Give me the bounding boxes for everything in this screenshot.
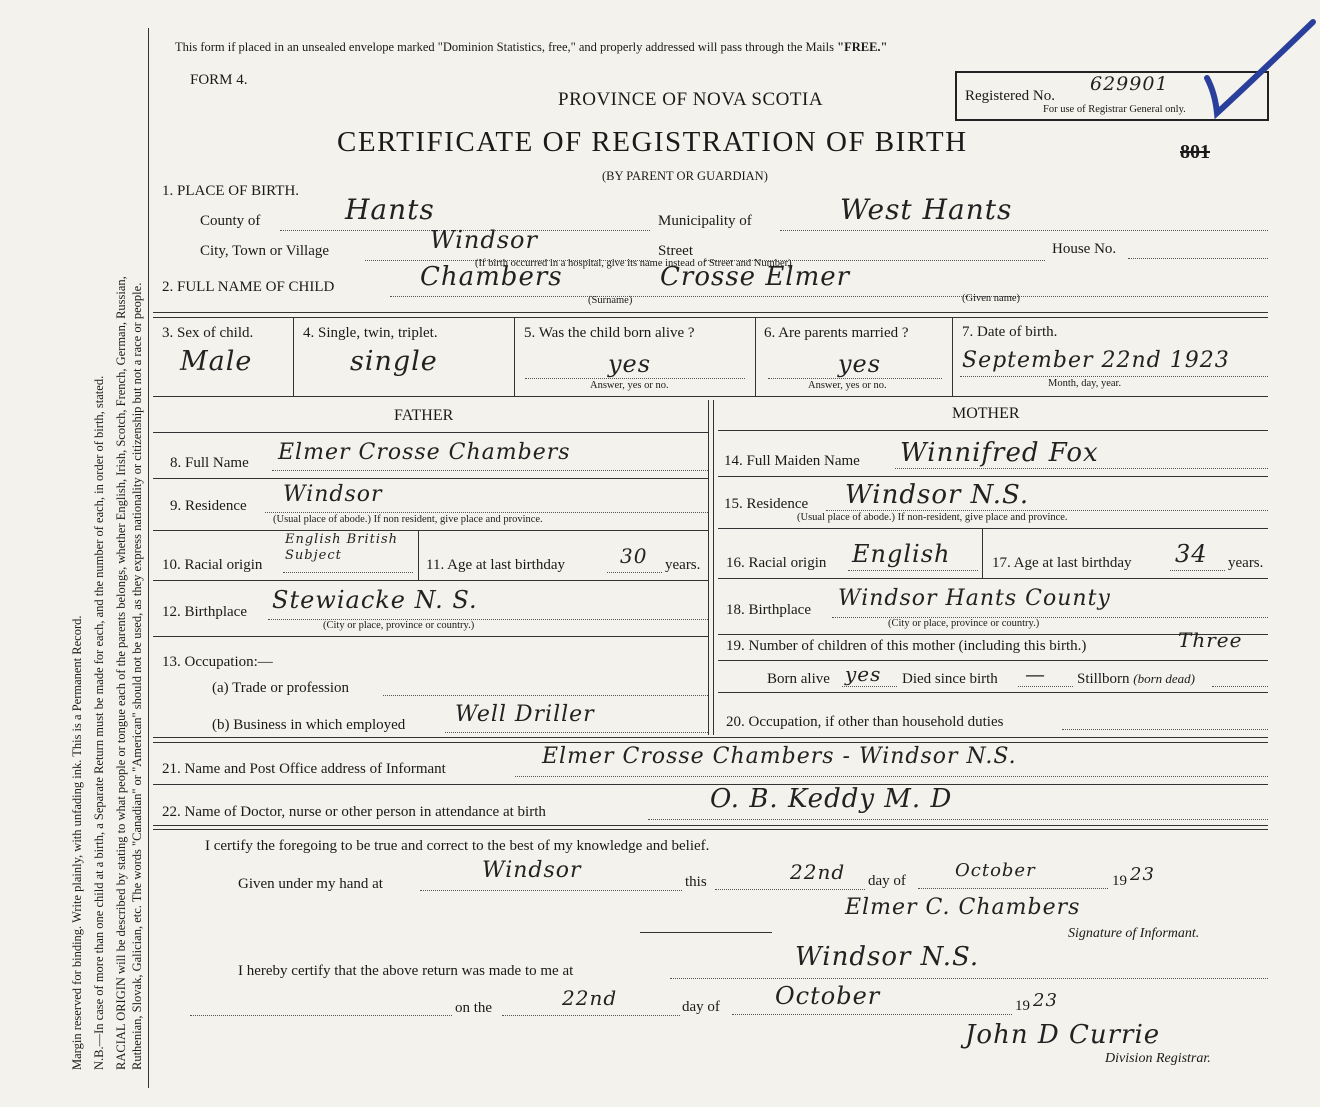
born-alive-count-value: yes xyxy=(845,662,882,686)
mother-heading: MOTHER xyxy=(952,405,1020,422)
given-name-note: (Given name) xyxy=(962,293,1021,304)
children-count-value: Three xyxy=(1178,628,1243,652)
father-age-label: 11. Age at last birthday xyxy=(426,557,565,573)
parents-married-value: yes xyxy=(838,350,882,378)
father-birthplace-value: Stewiacke N. S. xyxy=(272,586,478,614)
father-name-value: Elmer Crosse Chambers xyxy=(278,440,571,465)
sex-value: Male xyxy=(180,346,253,377)
date-of-birth-label: 7. Date of birth. xyxy=(962,324,1058,340)
municipality-label: Municipality of xyxy=(658,213,752,229)
stamp-number: 801 xyxy=(1180,141,1210,163)
mother-name-value: Winnifred Fox xyxy=(900,438,1099,468)
hospital-note: (If birth occurred in a hospital, give its name instead of Street and Number) xyxy=(475,258,792,269)
margin-note-racial-origin-cont: Ruthenian, Slovak, Galician, etc. The words "Canadian" or "American" should not be used, as they express nationality or citizenship but not a race or people. xyxy=(130,282,144,1070)
margin-note-multiple-births: N.B.—In case of more than one child at a birth, a Separate Return must be made for each, and the number of each, in order of birth, stated. xyxy=(92,375,106,1070)
registrar-place-value: Windsor N.S. xyxy=(795,942,980,972)
single-twin-value: single xyxy=(350,346,438,377)
given-day-value: 22nd xyxy=(790,860,846,884)
born-alive-value: yes xyxy=(608,350,652,378)
informant-value: Elmer Crosse Chambers - Windsor N.S. xyxy=(542,744,1017,769)
born-alive-label: 5. Was the child born alive ? xyxy=(524,325,695,341)
child-given-name: Crosse Elmer xyxy=(660,262,851,292)
given-year-prefix: 19 xyxy=(1112,873,1127,889)
mother-birthplace-label: 18. Birthplace xyxy=(726,602,811,618)
business-value: Well Driller xyxy=(455,702,595,727)
mother-racial-value: English xyxy=(852,540,951,568)
division-registrar-label: Division Registrar. xyxy=(1105,1051,1211,1066)
father-name-label: 8. Full Name xyxy=(170,455,249,471)
mother-racial-label: 16. Racial origin xyxy=(726,555,827,571)
place-of-birth-label: 1. PLACE OF BIRTH. xyxy=(162,183,300,199)
father-city-note: (City or place, province or country.) xyxy=(323,620,475,631)
died-since-birth-value: — xyxy=(1025,662,1046,686)
sex-label: 3. Sex of child. xyxy=(162,325,254,341)
reg-year-value: 23 xyxy=(1033,990,1058,1011)
margin-note-racial-origin: RACIAL ORIGIN will be described by stating to what people or tongue each of the parents belongs, whether English, Irish, Scotch, French, German, Russian, xyxy=(114,276,128,1070)
mother-residence-label: 15. Residence xyxy=(724,496,809,512)
trade-label: (a) Trade or profession xyxy=(212,680,350,696)
reg-day-value: 22nd xyxy=(562,986,618,1010)
reg-day-of-label: day of xyxy=(682,999,720,1015)
died-since-birth-label: Died since birth xyxy=(902,671,998,687)
county-value: Hants xyxy=(345,193,435,226)
municipality-value: West Hants xyxy=(840,193,1013,226)
registrar-note: For use of Registrar General only. xyxy=(1043,104,1186,115)
child-name-label: 2. FULL NAME OF CHILD xyxy=(162,279,335,295)
city-label: City, Town or Village xyxy=(200,243,330,259)
mother-age-value: 34 xyxy=(1175,540,1208,568)
reg-year-prefix: 19 xyxy=(1015,998,1030,1014)
mother-abode-note: (Usual place of abode.) If non-resident, give place and province. xyxy=(797,512,1068,523)
date-of-birth-value: September 22nd 1923 xyxy=(962,348,1230,373)
mother-occupation-label: 20. Occupation, if other than household duties xyxy=(726,714,1004,730)
registered-number: 629901 xyxy=(1090,73,1169,95)
business-label: (b) Business in which employed xyxy=(212,717,406,733)
reg-month-value: October xyxy=(775,982,881,1010)
father-age-years: years. xyxy=(665,557,701,573)
doctor-value: O. B. Keddy M. D xyxy=(710,784,953,814)
father-abode-note: (Usual place of abode.) If non resident, give place and province. xyxy=(273,514,543,525)
date-of-birth-note: Month, day, year. xyxy=(1048,378,1122,389)
city-value: Windsor xyxy=(430,226,538,254)
registrar-signature: John D Currie xyxy=(965,1020,1161,1050)
county-label: County of xyxy=(200,213,261,229)
informant-signature-label: Signature of Informant. xyxy=(1068,926,1200,941)
born-alive-note: Answer, yes or no. xyxy=(590,380,669,391)
father-racial-label: 10. Racial origin xyxy=(162,557,263,573)
informant-label: 21. Name and Post Office address of Informant xyxy=(162,761,446,777)
house-number-label: House No. xyxy=(1052,241,1117,257)
doctor-label: 22. Name of Doctor, nurse or other person in attendance at birth xyxy=(162,804,546,820)
this-label: this xyxy=(685,874,707,890)
mother-age-years: years. xyxy=(1228,555,1264,571)
certification-statement: I certify the foregoing to be true and correct to the best of my knowledge and belief. xyxy=(205,838,710,854)
mother-birthplace-value: Windsor Hants County xyxy=(838,586,1111,611)
mail-notice: This form if placed in an unsealed envelope marked "Dominion Statistics, free," and properly addressed will pass through the Mails "FREE." xyxy=(175,40,888,54)
province-heading: PROVINCE OF NOVA SCOTIA xyxy=(558,89,824,110)
certificate-subtitle: (BY PARENT OR GUARDIAN) xyxy=(602,169,768,183)
mother-name-label: 14. Full Maiden Name xyxy=(724,453,860,469)
father-age-value: 30 xyxy=(620,544,648,568)
street-label: Street xyxy=(658,243,693,259)
father-residence-value: Windsor xyxy=(283,482,383,507)
margin-border xyxy=(148,28,149,1088)
children-count-label: 19. Number of children of this mother (including this birth.) xyxy=(726,638,1087,654)
registered-label: Registered No. xyxy=(965,88,1055,104)
surname-note: (Surname) xyxy=(588,295,633,306)
given-month-value: October xyxy=(955,860,1036,881)
single-twin-label: 4. Single, twin, triplet. xyxy=(303,325,438,341)
given-day-of-label: day of xyxy=(868,873,906,889)
father-racial-value: English British Subject xyxy=(285,532,399,563)
margin-note-binding: Margin reserved for binding. Write plainly, with unfading ink. This is a Permanent Record. xyxy=(70,615,84,1070)
mother-city-note: (City or place, province or country.) xyxy=(888,618,1040,629)
mother-residence-value: Windsor N.S. xyxy=(845,480,1030,510)
child-surname: Chambers xyxy=(420,262,563,292)
informant-signature: Elmer C. Chambers xyxy=(845,895,1081,920)
father-occupation-label: 13. Occupation:— xyxy=(162,654,273,670)
mother-age-label: 17. Age at last birthday xyxy=(992,555,1132,571)
given-year-value: 23 xyxy=(1130,864,1155,885)
on-the-label: on the xyxy=(455,1000,493,1016)
father-residence-label: 9. Residence xyxy=(170,498,247,514)
father-heading: FATHER xyxy=(394,407,454,424)
form-number: FORM 4. xyxy=(190,72,248,88)
given-place-value: Windsor xyxy=(482,858,582,883)
parents-married-note: Answer, yes or no. xyxy=(808,380,887,391)
check-mark-icon xyxy=(1195,18,1320,123)
parents-married-label: 6. Are parents married ? xyxy=(764,325,909,341)
father-birthplace-label: 12. Birthplace xyxy=(162,604,247,620)
given-under-label: Given under my hand at xyxy=(238,876,383,892)
registrar-statement: I hereby certify that the above return was made to me at xyxy=(238,963,574,979)
stillborn-label: Stillborn (born dead) xyxy=(1077,671,1196,687)
certificate-title: CERTIFICATE OF REGISTRATION OF BIRTH xyxy=(337,126,968,158)
born-alive-count-label: Born alive xyxy=(767,671,830,687)
